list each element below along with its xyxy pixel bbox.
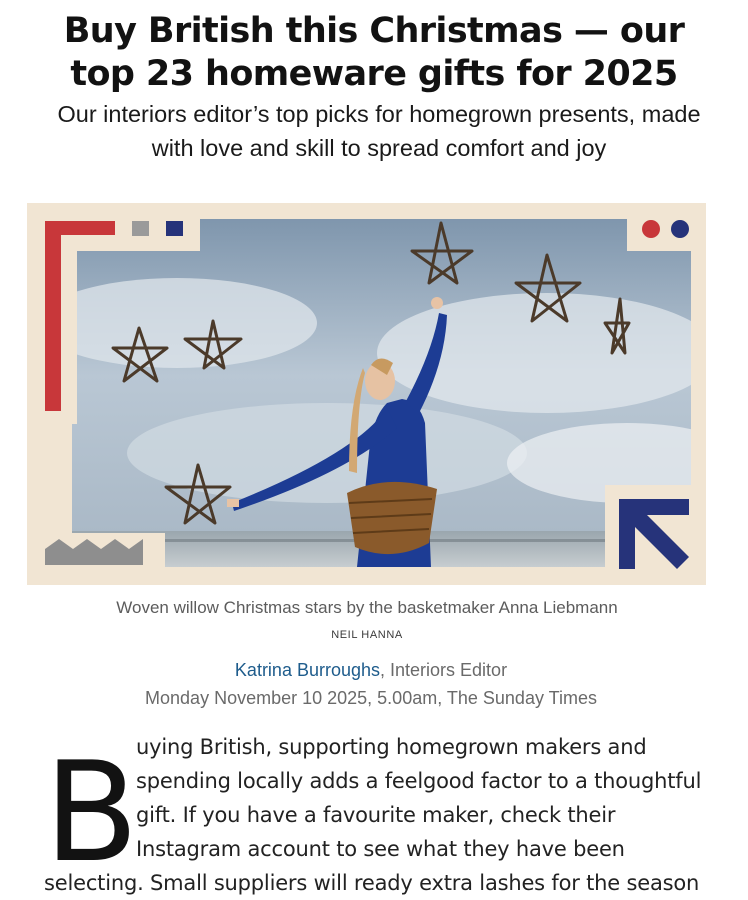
byline [0,660,742,681]
author-role: , Interiors Editor [380,660,508,680]
article-paragraph-continuation: selecting. Small suppliers will ready extra lashes for the season [44,871,700,895]
image-caption: Woven willow Christmas stars by the basketmaker Anna Liebmann [116,598,618,617]
headline: Buy British this Christmas — our top 23 homeware gifts for 2025 [63,11,685,94]
image-credit: NEIL HANNA [331,629,403,641]
article-paragraph: uying British, supporting homegrown makers and spending locally adds a feelgood factor to a thoughtful gift. If you have a favourite maker, check their Instagram account to see what they have been [136,735,702,861]
author-link[interactable]: Katrina Burroughs [234,660,381,680]
drop-cap: B [44,732,139,893]
hero-illustration [27,203,706,585]
dateline: Monday November 10 2025, 5.00am, The Sunday Times [145,688,597,708]
hero-image[interactable] [27,203,706,585]
standfirst: Our interiors editor’s top picks for homegrown presents, made with love and skill to spread comfort and joy [57,101,701,161]
